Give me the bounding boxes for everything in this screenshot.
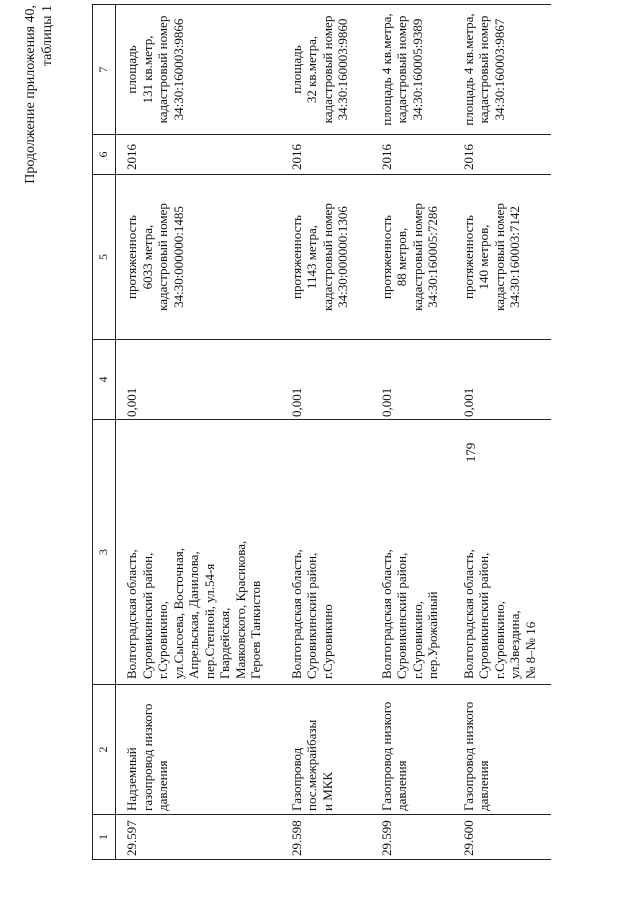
object-name bbox=[116, 685, 281, 815]
object-address bbox=[371, 420, 453, 685]
text-line: 34:30:000000:1485 bbox=[170, 206, 186, 308]
text-line: Газопровод низкого bbox=[460, 701, 476, 811]
text-line: 34:30:160003:9867 bbox=[491, 18, 507, 121]
text-line: ул.Звездина, bbox=[507, 610, 522, 679]
text-line: Маяковского, Красикова, bbox=[232, 540, 248, 679]
text-line: кадастровый номер bbox=[491, 203, 507, 311]
column-header: 7 bbox=[93, 5, 116, 135]
text-line: кадастровый номер bbox=[319, 203, 335, 311]
text-line: площадь 4 кв.метра, bbox=[378, 13, 394, 126]
text-line: ул.Сысоева, Восточная, bbox=[170, 548, 186, 679]
text-line: давления bbox=[155, 760, 170, 811]
text-line: г.Суровикино bbox=[319, 604, 335, 679]
text-line: давления bbox=[476, 760, 491, 811]
text-line: площадь bbox=[288, 45, 304, 94]
column-header: 3 bbox=[93, 420, 116, 685]
object-year: 2016 bbox=[453, 135, 551, 175]
text-line: давления bbox=[394, 760, 409, 811]
text-line: Газопровод низкого bbox=[378, 701, 394, 811]
table-row bbox=[116, 5, 281, 860]
text-line: протяженность bbox=[124, 215, 139, 299]
row-number: 29.600 bbox=[453, 815, 551, 860]
object-length bbox=[453, 175, 551, 340]
object-area bbox=[371, 5, 453, 135]
objects-table bbox=[92, 4, 551, 860]
object-year: 2016 bbox=[116, 135, 281, 175]
text-line: Героев Танкистов bbox=[248, 580, 263, 679]
object-area bbox=[281, 5, 371, 135]
object-year: 2016 bbox=[281, 135, 371, 175]
text-line: площадь bbox=[124, 45, 139, 94]
object-value: 0,001 bbox=[453, 340, 551, 420]
text-line: кадастровый номер bbox=[476, 15, 491, 124]
column-header: 5 bbox=[93, 175, 116, 340]
object-area bbox=[116, 5, 281, 135]
text-line: протяженность bbox=[288, 215, 304, 299]
text-line: г.Суровикино, bbox=[155, 600, 170, 679]
text-line: кадастровый номер bbox=[155, 15, 170, 124]
row-number: 29.599 bbox=[371, 815, 453, 860]
table-row bbox=[371, 5, 453, 860]
text-line: 34:30:160003:9860 bbox=[335, 18, 350, 121]
object-address bbox=[281, 420, 371, 685]
column-header: 4 bbox=[93, 340, 116, 420]
text-line: Суровикинский район, bbox=[476, 552, 491, 679]
object-area bbox=[453, 5, 551, 135]
text-line: 6033 метра, bbox=[139, 224, 155, 290]
text-line: Волгоградская область, bbox=[378, 549, 394, 679]
object-length bbox=[116, 175, 281, 340]
text-line: пер.Урожайный bbox=[425, 591, 440, 679]
text-line: Волгоградская область, bbox=[288, 549, 304, 679]
table-row bbox=[281, 5, 371, 860]
text-line: 34:30:160005:9389 bbox=[409, 18, 425, 121]
text-line: Волгоградская область, bbox=[460, 549, 476, 679]
text-line: Надземный bbox=[124, 747, 139, 811]
text-line: Суровикинский район, bbox=[394, 552, 409, 679]
text-line: г.Суровикино, bbox=[491, 600, 507, 679]
object-value: 0,001 bbox=[281, 340, 371, 420]
text-line: 34:30:000000:1306 bbox=[335, 206, 350, 308]
text-line: протяженность bbox=[378, 215, 394, 299]
object-length bbox=[281, 175, 371, 340]
text-line: 131 кв.метр, bbox=[139, 35, 155, 104]
text-line: 34:30:160003:9866 bbox=[170, 18, 186, 121]
object-value: 0,001 bbox=[116, 340, 281, 420]
text-line: Суровикинский район, bbox=[139, 552, 155, 679]
text-line: 34:30:160003:7142 bbox=[507, 206, 522, 308]
object-length bbox=[371, 175, 453, 340]
column-header: 6 bbox=[93, 135, 116, 175]
text-line: площадь 4 кв.метра, bbox=[460, 13, 476, 126]
column-header: 1 bbox=[93, 815, 116, 860]
table-header-row bbox=[93, 5, 116, 860]
text-line: 1143 метра, bbox=[304, 224, 319, 290]
text-line: 88 метров, bbox=[394, 227, 409, 287]
text-line: пос.межрайбазы bbox=[304, 719, 319, 811]
page-number: 179 bbox=[463, 442, 478, 463]
text-line: 34:30:160005:7286 bbox=[425, 206, 440, 308]
continuation-line-2: таблицы 1 bbox=[40, 5, 55, 67]
text-line: Гвардейская, bbox=[217, 607, 232, 679]
text-line: кадастровый номер bbox=[394, 15, 409, 124]
object-value: 0,001 bbox=[371, 340, 453, 420]
text-line: № 8–№ 16 bbox=[522, 621, 538, 679]
text-line: протяженность bbox=[460, 215, 476, 299]
column-header: 2 bbox=[93, 685, 116, 815]
text-line: Суровикинский район, bbox=[304, 552, 319, 679]
text-line: Газопровод bbox=[288, 747, 304, 811]
row-number: 29.597 bbox=[116, 815, 281, 860]
text-line: пер.Степной, ул.54-я bbox=[201, 563, 217, 679]
text-line: г.Суровикино, bbox=[409, 600, 425, 679]
object-address bbox=[116, 420, 281, 685]
object-year: 2016 bbox=[371, 135, 453, 175]
object-name bbox=[453, 685, 551, 815]
text-line: и МКК bbox=[319, 771, 335, 811]
text-line: газопровод низкого bbox=[139, 703, 155, 811]
continuation-note bbox=[22, 5, 56, 184]
text-line: кадастровый номер bbox=[319, 15, 335, 124]
row-number: 29.598 bbox=[281, 815, 371, 860]
table-row bbox=[453, 5, 551, 860]
object-address bbox=[453, 420, 551, 685]
continuation-line-1: Продолжение приложения 40, bbox=[23, 5, 38, 184]
text-line: Апрельская, Данилова, bbox=[186, 551, 201, 679]
text-line: кадастровый номер bbox=[155, 203, 170, 311]
text-line: 140 метров, bbox=[476, 224, 491, 290]
object-name bbox=[281, 685, 371, 815]
text-line: Волгоградская область, bbox=[124, 549, 139, 679]
text-line: кадастровый номер bbox=[409, 203, 425, 311]
object-name bbox=[371, 685, 453, 815]
text-line: 32 кв.метра, bbox=[304, 35, 319, 104]
